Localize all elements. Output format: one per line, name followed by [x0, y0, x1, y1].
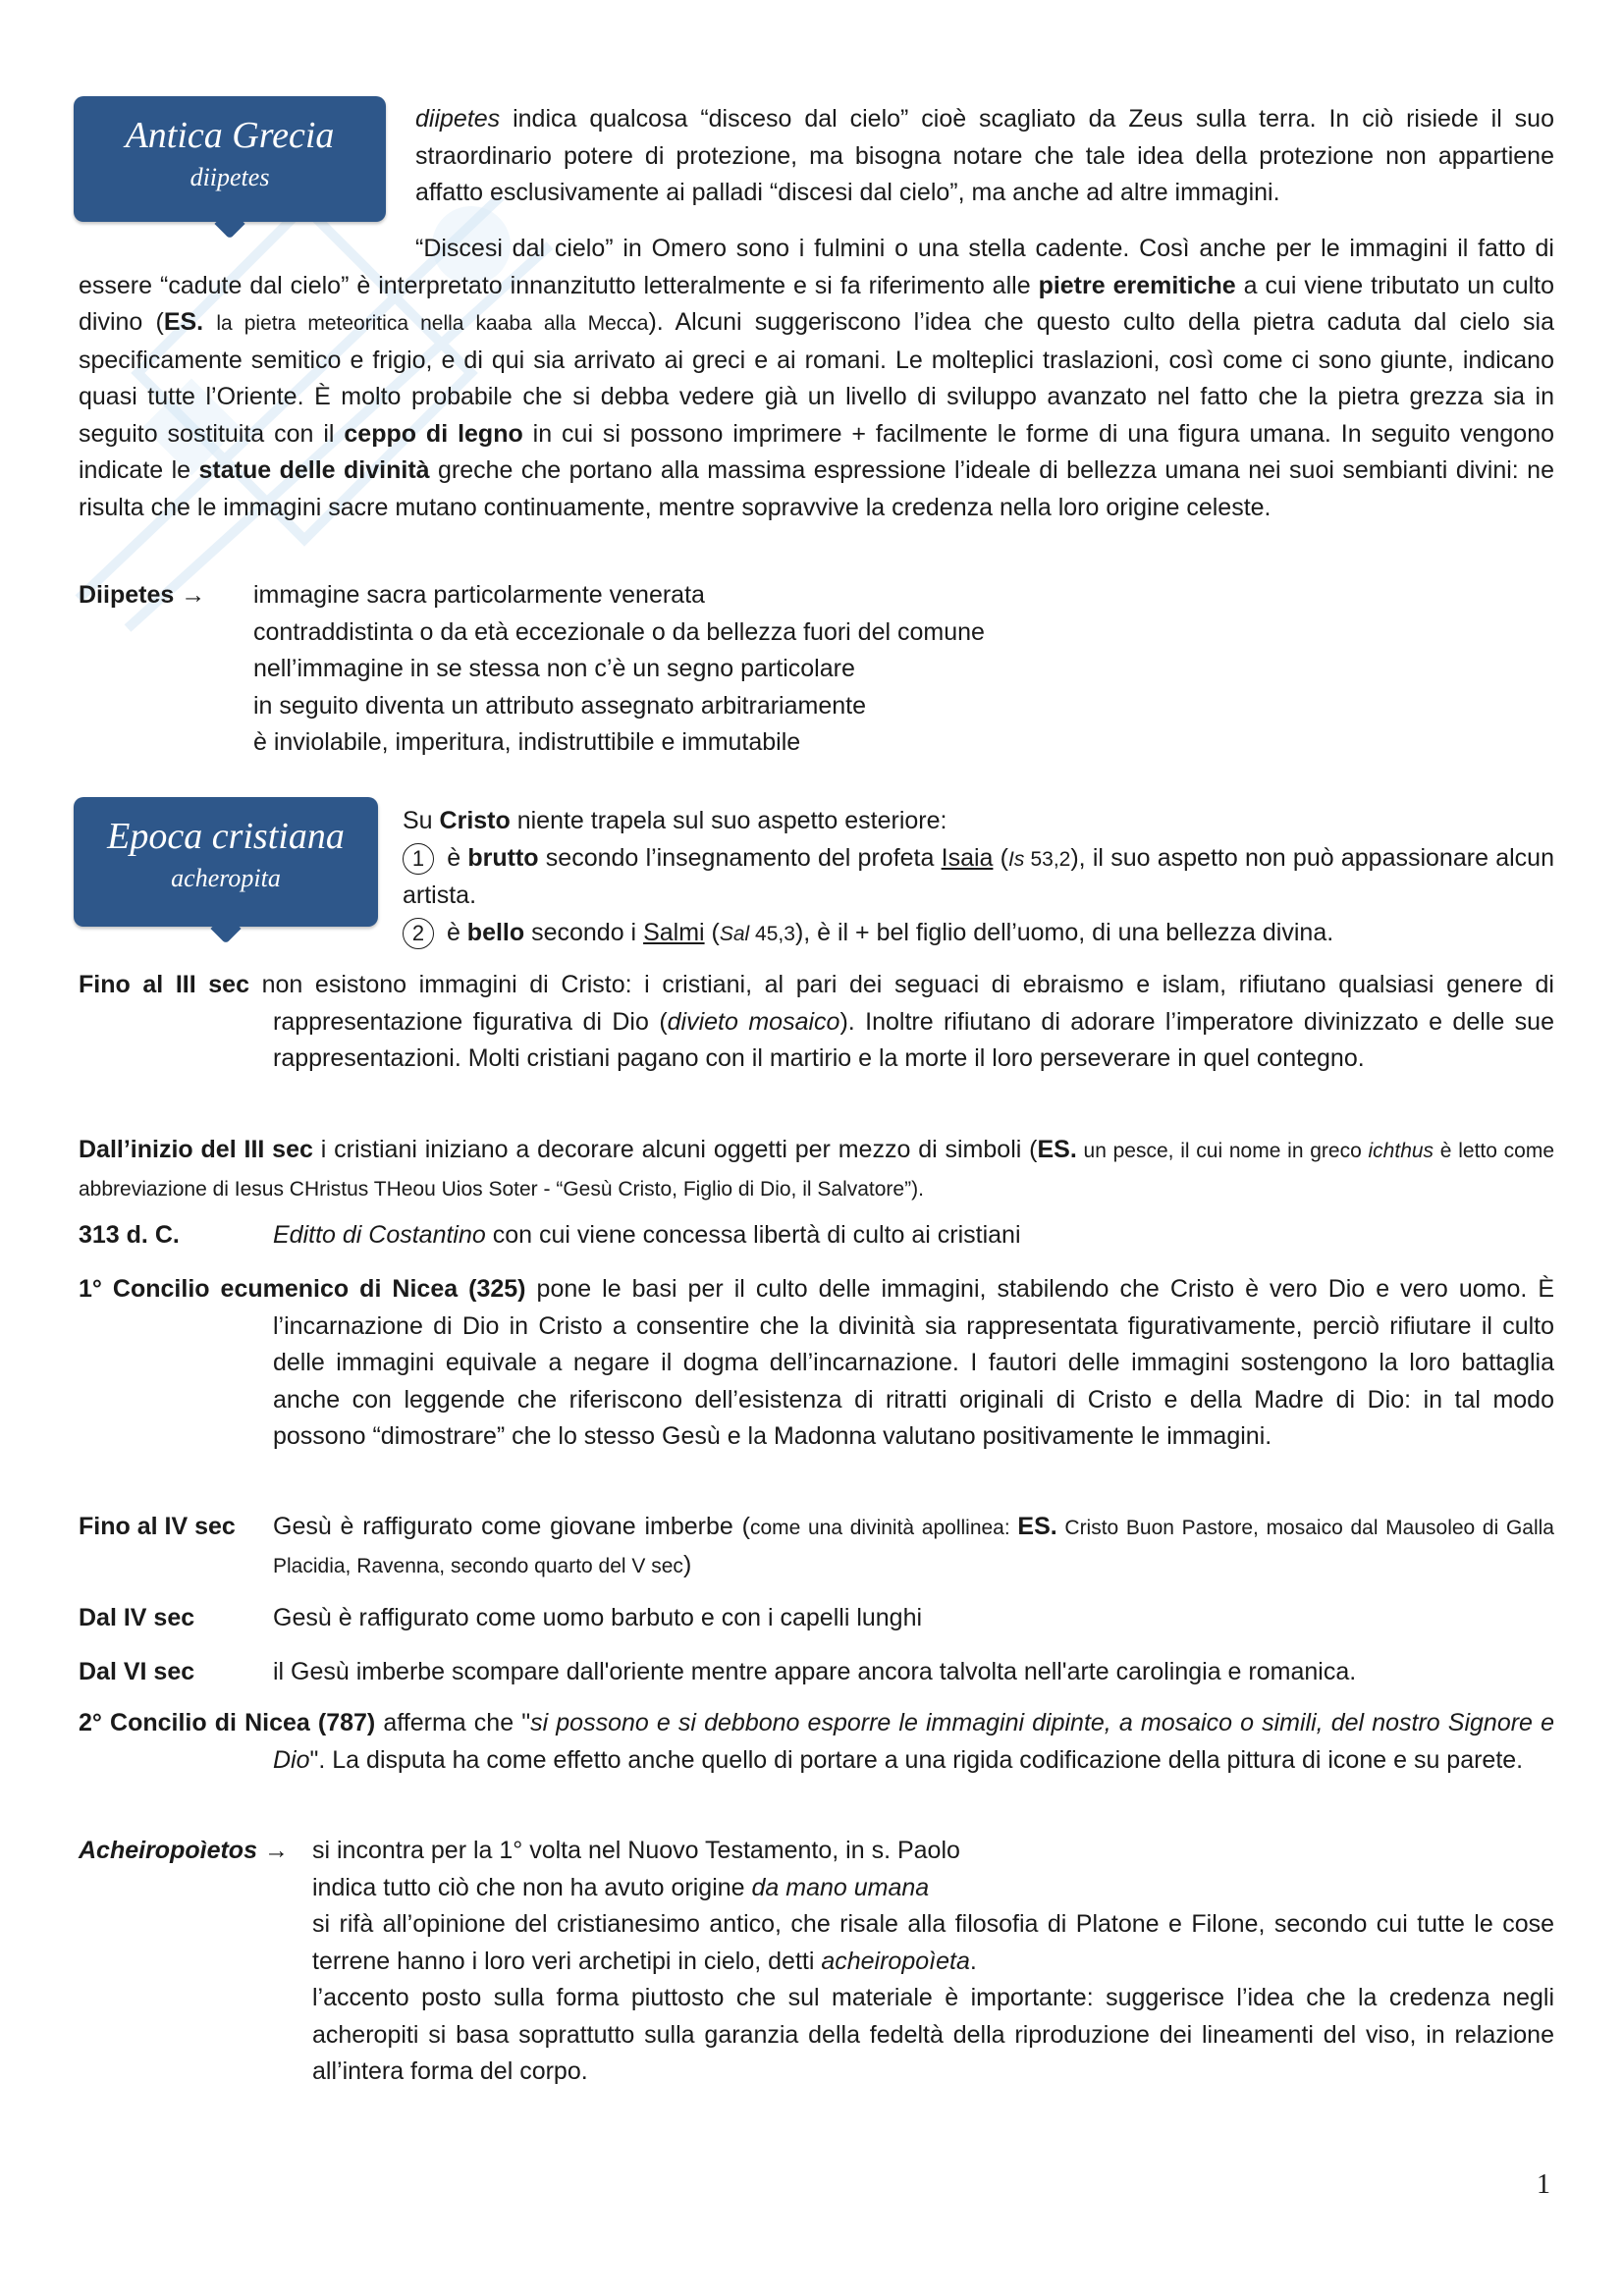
- section-badge-epoca-cristiana: [74, 797, 378, 927]
- number-circle-1: 1: [403, 843, 434, 875]
- acheiro-list: [312, 1833, 1554, 2091]
- entry-fino-iv-label: Fino al IV sec: [79, 1513, 236, 1540]
- entry-dal-iv-label: Dal IV sec: [79, 1604, 195, 1631]
- number-circle-2: 2: [403, 918, 434, 949]
- page-number: 1: [1537, 2169, 1550, 2200]
- list-item: in seguito diventa un attributo assegnato arbitrariamente: [253, 691, 866, 720]
- intro-paragraph: diipetes indica qualcosa “disceso dal cielo” cioè scagliato da Zeus sulla terra. In ciò risiede il suo straordinario potere di protezione, ma bisogna notare che tale idea della protezione non appartiene affatto esclusivamente ai palladi “discesi dal cielo”, ma anche ad altre immagini.: [415, 105, 1554, 206]
- term-diipetes: diipetes: [415, 105, 501, 133]
- list-item: si rifà all’opinione del cristianesimo antico, che risale alla filosofia di Platone e Filone, secondo cui tutte le cose terrene hanno i loro veri archetipi in cielo, detti acheiropoìeta.: [312, 1910, 1554, 1975]
- list-item: contraddistinta o da età eccezionale o da bellezza fuori del comune: [253, 617, 985, 646]
- badge-title: Epoca cristiana: [107, 816, 345, 857]
- entry-313-label: 313 d. C.: [79, 1221, 180, 1249]
- section-badge-antica-grecia: [74, 96, 386, 222]
- badge-notch: [210, 913, 241, 943]
- list-item: è inviolabile, imperitura, indistruttibile e immutabile: [253, 728, 801, 756]
- entry-dal-vi-label: Dal VI sec: [79, 1658, 195, 1685]
- badge-subtitle: diipetes: [189, 163, 270, 191]
- acheiro-label: Acheiropoìetos →: [79, 1837, 289, 1864]
- cristo-paragraph: Su Cristo niente trapela sul suo aspetto esteriore: 1 è brutto secondo l’insegnamento del profeta Isaia (Is 53,2), il suo aspetto non può appassionare alcun artista. 2 è bello secondo i Salmi (Sal 45,3), è il + bel figlio dell’uomo, di una bellezza divina.: [403, 803, 1554, 952]
- entry-dall-inizio-iii-sec: Dall’inizio del III sec i cristiani iniziano a decorare alcuni oggetti per mezzo di simboli (ES. un pesce, il cui nome in greco ichthus è letto come abbreviazione di Iesus CHristus THeou Uios Soter - “Gesù Cristo, Figlio di Dio, il Salvatore”).: [79, 1136, 1555, 1201]
- list-item: l’accento posto sulla forma piuttosto che sul materiale è importante: suggerisce l’idea che la credenza negli acheropiti si basa soprattutto sulla garanzia della fedeltà della riproduzione dei lineamenti del viso, in relazione all’intera forma del corpo.: [312, 1984, 1554, 2085]
- entry-nicea-325: 1° Concilio ecumenico di Nicea (325) pone le basi per il culto delle immagini, stabilendo che Cristo è vero Dio e vero uomo. È l’incarnazione di Dio in Cristo a consentire che la divinità sia rappresentata figurativamente, perciò rifiutare il culto delle immagini equivale a negare il dogma dell’incarnazione. I fautori delle immagini sostengono la loro battaglia anche con leggende che riferiscono dell’esistenza di ritratti originali di Cristo e della Madre di Dio: in tal modo possono “dimostrare” che lo stesso Gesù e la Madonna valutano positivamente le immagini.: [79, 1275, 1554, 1450]
- list-item: si incontra per la 1° volta nel Nuovo Testamento, in s. Paolo: [312, 1837, 960, 1864]
- diipetes-label: Diipetes →: [79, 581, 206, 609]
- entry-dal-vi-text: il Gesù imberbe scompare dall'oriente mentre appare ancora talvolta nell'arte carolingia e romanica.: [273, 1658, 1357, 1685]
- entry-nicea-787: 2° Concilio di Nicea (787) afferma che "si possono e si debbono esporre le immagini dipinte, a mosaico o simili, del nostro Signore e Dio". La disputa ha come effetto anche quello di portare a una rigida codificazione della pittura di icone e su parete.: [79, 1709, 1554, 1774]
- arrow-right-icon: →: [263, 1837, 289, 1864]
- entry-fino-iv-text: Gesù è raffigurato come giovane imberbe (come una divinità apollinea: ES. Cristo Buon Pastore, mosaico dal Mausoleo di Galla Placidia, Ravenna, secondo quarto del V sec): [273, 1513, 1554, 1578]
- list-item: nell’immagine in se stessa non c’è un segno particolare: [253, 655, 855, 682]
- badge-subtitle: acheropita: [171, 864, 281, 892]
- diipetes-list: [253, 577, 1432, 762]
- badge-title: Antica Grecia: [125, 115, 335, 156]
- entry-313-text: Editto di Costantino con cui viene concessa libertà di culto ai cristiani: [273, 1221, 1021, 1249]
- list-item: immagine sacra particolarmente venerata: [253, 581, 705, 609]
- entry-fino-iii-sec: Fino al III sec non esistono immagini di Cristo: i cristiani, al pari dei seguaci di ebraismo e islam, rifiutano qualsiasi genere di rappresentazione figurativa di Dio (divieto mosaico). Inoltre rifiutano di adorare l’imperatore divinizzato e delle sue rappresentazioni. Molti cristiani pagano con il martirio e la morte il loro perseverare in quel contegno.: [79, 971, 1554, 1072]
- paragraph-discesi: “Discesi dal cielo” in Omero sono i fulmini o una stella cadente. Così anche per le immagini il fatto di essere “cadute dal cielo” è interpretato innanzitutto letteralmente e si fa riferimento alle pietre eremitiche a cui viene tributato un culto divino (ES. la pietra meteoritica nella kaaba alla Mecca). Alcuni suggeriscono l’idea che questo culto della pietra caduta dal cielo sia specificamente semitico e frigio, e di qui sia arrivato ai greci e ai romani. Le molteplici traslazioni, così come ci sono giunte, indicano quasi tutte l’Oriente. È molto probabile che si debba vedere già un livello di sviluppo avanzato nel fatto che la pietra grezza sia in seguito sostituita con il ceppo di legno in cui si possono imprimere + facilmente le forme di una figura umana. In seguito vengono indicate le statue delle divinità greche che portano alla massima espressione l’ideale di bellezza umana nei suoi sembianti divini: ne risulta che le immagini sacre mutano continuamente, mentre sopravvive la credenza nella loro origine celeste.: [79, 235, 1554, 521]
- entry-dal-iv-text: Gesù è raffigurato come uomo barbuto e con i capelli lunghi: [273, 1604, 923, 1631]
- list-item: indica tutto ciò che non ha avuto origine da mano umana: [312, 1873, 930, 1901]
